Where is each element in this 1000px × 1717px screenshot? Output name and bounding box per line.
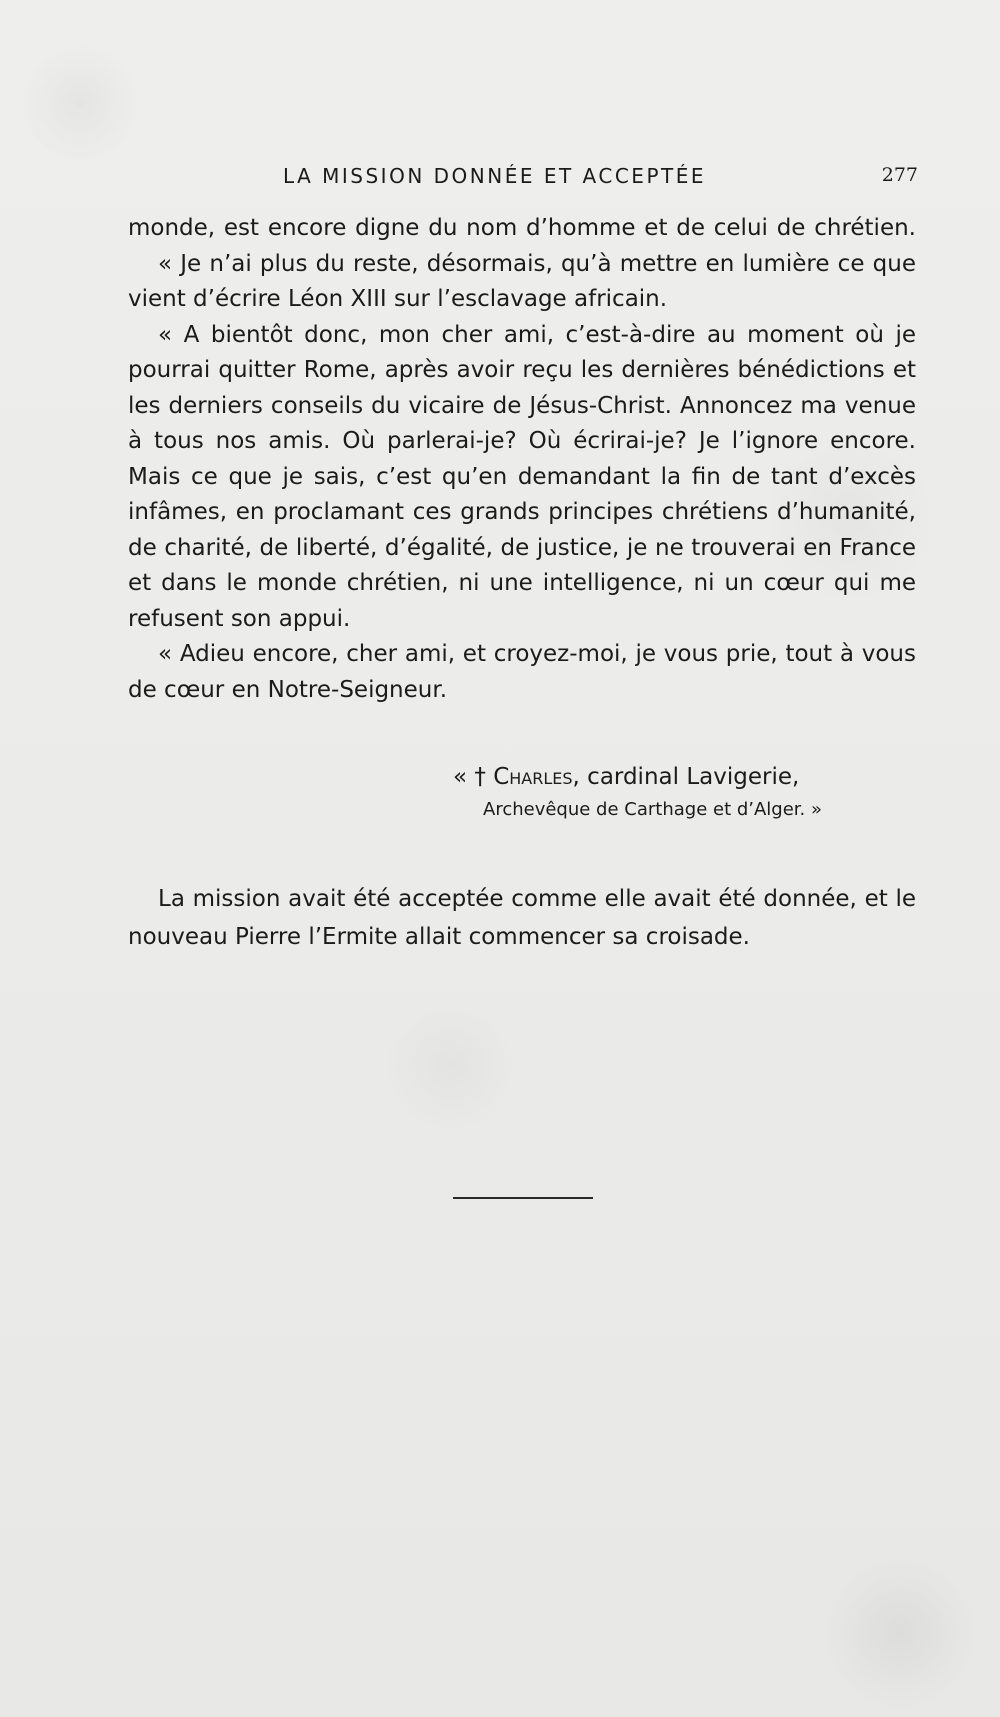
text-line: pourrai quitter Rome, après avoir reçu les dernières bénédictions et xyxy=(128,357,916,383)
page-number: 277 xyxy=(881,164,918,186)
section-end-rule xyxy=(453,1197,593,1199)
text-line: de cœur en Notre-Seigneur. xyxy=(128,676,448,703)
text-line: les derniers conseils du vicaire de Jésus-Christ. Annoncez ma venue xyxy=(128,392,916,419)
text-line: de charité, de liberté, d’égalité, de justice, je ne trouverai en France xyxy=(128,534,916,561)
text-line: infâmes, en proclamant ces grands principes chrétiens d’humanité, xyxy=(128,499,916,525)
signature-block xyxy=(453,760,853,825)
chapter-title: LA MISSION DONNÉE ET ACCEPTÉE xyxy=(283,164,706,188)
text-line: vient d’écrire Léon XIII sur l’esclavage africain. xyxy=(128,286,668,312)
text-line: et dans le monde chrétien, ni une intelligence, ni un cœur qui me xyxy=(128,570,916,596)
signature-prefix: « † xyxy=(453,764,494,790)
text-line: refusent son appui. xyxy=(128,605,351,632)
running-head xyxy=(128,164,918,194)
signatory-rank: , cardinal Lavigerie, xyxy=(572,764,800,790)
text-line: La mission avait été acceptée comme elle avait été donnée, et le xyxy=(158,886,916,912)
text-line: nouveau Pierre l’Ermite allait commencer sa croisade. xyxy=(128,924,750,950)
text-line: « Je n’ai plus du reste, désormais, qu’à mettre en lumière ce que xyxy=(158,250,916,277)
signatory-line xyxy=(453,760,853,795)
text-line: à tous nos amis. Où parlerai-je? Où écrirai-je? Je l’ignore encore. xyxy=(128,428,916,454)
text-line: monde, est encore digne du nom d’homme et de celui de chrétien. xyxy=(128,215,916,241)
letter-body xyxy=(128,211,916,708)
signatory-title: Archevêque de Carthage et d’Alger. » xyxy=(483,799,823,820)
closing-paragraph xyxy=(128,880,916,956)
text-line: « Adieu encore, cher ami, et croyez-moi, je vous prie, tout à vous xyxy=(158,641,916,667)
signatory-name: Charles xyxy=(493,764,573,790)
text-line: « A bientôt donc, mon cher ami, c’est-à-dire au moment où je xyxy=(158,321,916,348)
text-line: Mais ce que je sais, c’est qu’en demandant la fin de tant d’excès xyxy=(128,463,916,490)
